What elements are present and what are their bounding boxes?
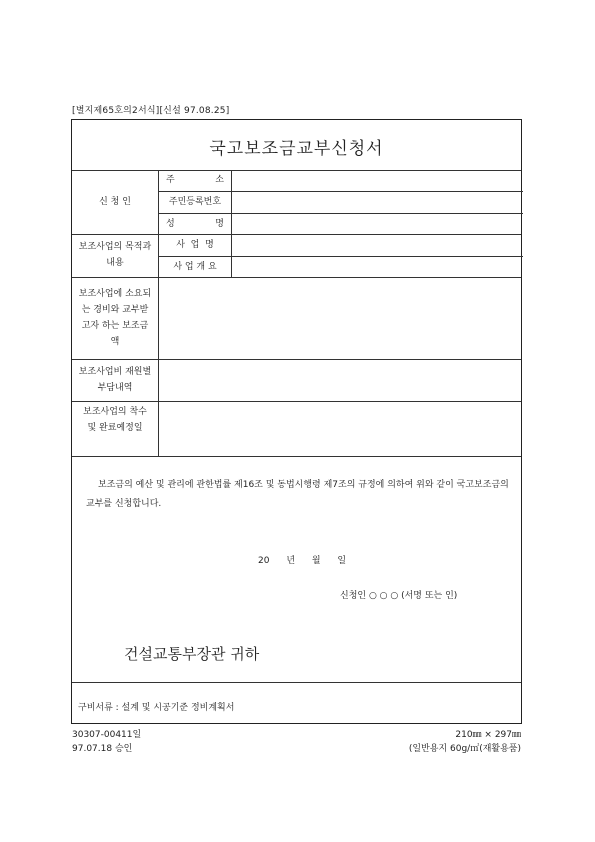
address-label-char: 주: [166, 175, 175, 185]
funding-field[interactable]: [159, 360, 522, 400]
name-label-char: 성: [166, 219, 175, 229]
funding-label: 보조사업비 재원별부담내역: [78, 367, 152, 393]
signer-line: 신청인 ○ ○ ○ (서명 또는 인): [340, 591, 458, 601]
form-code: 30307-00411일: [72, 730, 142, 740]
date-line: 20 년 월 일: [258, 556, 347, 566]
purpose-label: 보조사업의 목적과내용: [78, 242, 152, 268]
approval-date: 97.07.18 승인: [72, 744, 133, 754]
project-summary-field[interactable]: [232, 257, 522, 277]
address-label-char: 소: [215, 175, 224, 185]
form-title: 국고보조금교부신청서: [209, 139, 384, 159]
attachments-note: 구비서류 : 설계 및 시공기준 정비계획서: [78, 703, 235, 713]
divider-line: [72, 682, 521, 683]
form-reference-note: [별지제65호의2서식][신설 97.08.25]: [72, 106, 230, 116]
resident-number-label: 주민등록번호: [168, 197, 222, 207]
address-label: [166, 172, 224, 188]
name-field[interactable]: [232, 214, 522, 234]
project-summary-label: 사 업 개 요: [173, 262, 217, 272]
applicant-label: 신 청 인: [99, 197, 131, 207]
divider-line: [72, 456, 521, 457]
name-label-char: 명: [215, 219, 224, 229]
project-name-label: 사 업 명: [176, 240, 214, 250]
expense-label: 보조사업에 소요되는 경비와 교부받고자 하는 보조금액: [78, 289, 152, 347]
paper-size: 210㎜ × 297㎜: [455, 730, 521, 740]
schedule-field[interactable]: [159, 402, 522, 455]
expense-field[interactable]: [159, 278, 522, 358]
paper-type: (일반용지 60g/㎡(재활용품): [408, 744, 521, 754]
schedule-label: 보조사업의 착수 및 완료예정일: [83, 407, 147, 433]
resident-number-field[interactable]: [232, 192, 522, 212]
project-name-field[interactable]: [232, 235, 522, 255]
application-form: [71, 119, 522, 724]
application-statement: 보조금의 예산 및 관리에 관한법률 제16조 및 동법시행령 제7조의 규정에 의하여 위와 같이 국고보조금의 교부를 신청합니다.: [86, 480, 509, 509]
address-field[interactable]: [232, 171, 522, 191]
addressee: 건설교통부장관 귀하: [124, 645, 260, 663]
name-label: [166, 216, 224, 232]
